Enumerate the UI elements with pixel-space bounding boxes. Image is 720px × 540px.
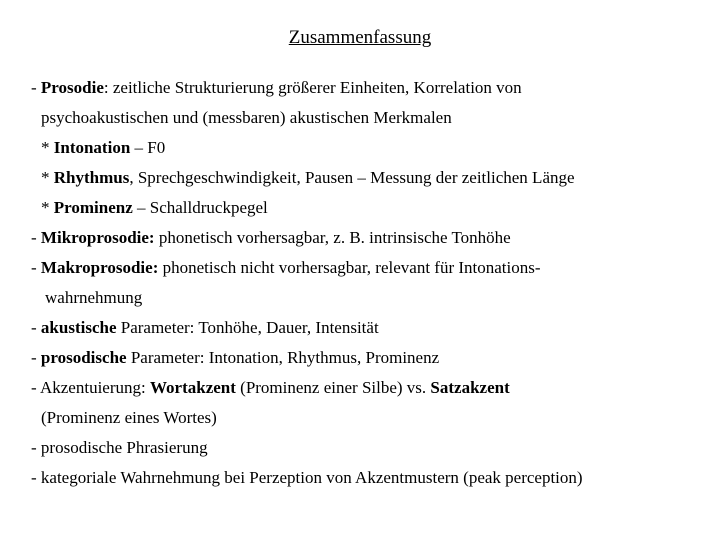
item-akzentuierung-cont: (Prominenz eines Wortes) xyxy=(41,408,217,427)
item-prefix: * xyxy=(41,198,54,217)
item-mikroprosodie xyxy=(31,227,511,249)
item-term: Mikroprosodie: xyxy=(40,228,155,247)
item-term: prosodische xyxy=(40,348,127,367)
item-kategoriale-wahrnehmung: - kategoriale Wahrnehmung bei Perzeption von Akzentmustern (peak perception) xyxy=(31,468,583,487)
item-text: – F0 xyxy=(130,138,166,157)
item-prefix: - xyxy=(31,78,41,97)
item-prefix: - xyxy=(31,258,41,277)
item-term: Rhythmus xyxy=(53,168,130,187)
item-term-wortakzent: Wortakzent xyxy=(149,378,236,397)
item-term-satzakzent: Satzakzent xyxy=(430,378,510,397)
item-text: Parameter: Tonhöhe, Dauer, Intensität xyxy=(116,318,379,337)
item-makroprosodie-cont: wahrnehmung xyxy=(45,288,143,307)
item-prosodische xyxy=(31,347,439,369)
item-intonation xyxy=(41,137,165,159)
item-prosodie xyxy=(31,77,522,99)
item-prefix: * xyxy=(41,138,54,157)
item-prefix: * xyxy=(41,168,54,187)
item-term: Makroprosodie: xyxy=(40,258,159,277)
item-text: (Prominenz einer Silbe) vs. xyxy=(235,378,431,397)
item-prefix: - Akzentuierung: xyxy=(31,378,150,397)
item-text: – Schalldruckpegel xyxy=(132,198,268,217)
item-text: Parameter: Intonation, Rhythmus, Prominenz xyxy=(126,348,440,367)
item-term: Prominenz xyxy=(53,198,133,217)
item-prefix: - xyxy=(31,318,41,337)
item-term: Prosodie xyxy=(40,78,104,97)
item-term: Intonation xyxy=(53,138,131,157)
item-text: phonetisch vorhersagbar, z. B. intrinsische Tonhöhe xyxy=(154,228,511,247)
item-text: phonetisch nicht vorhersagbar, relevant für Intonations- xyxy=(158,258,541,277)
item-akzentuierung xyxy=(31,377,510,399)
item-prefix: - xyxy=(31,348,41,367)
item-text: : zeitliche Strukturierung größerer Einheiten, Korrelation von xyxy=(103,78,522,97)
item-prominenz xyxy=(41,197,268,219)
item-term: akustische xyxy=(40,318,117,337)
item-makroprosodie xyxy=(31,257,541,279)
item-akustische xyxy=(31,317,379,339)
item-rhythmus xyxy=(41,167,575,189)
slide-title: Zusammenfassung xyxy=(288,27,432,48)
item-text: , Sprechgeschwindigkeit, Pausen – Messung der zeitlichen Länge xyxy=(129,168,575,187)
item-prosodie-cont: psychoakustischen und (messbaren) akustischen Merkmalen xyxy=(41,108,452,127)
item-phrasierung: - prosodische Phrasierung xyxy=(31,438,208,457)
item-prefix: - xyxy=(31,228,41,247)
